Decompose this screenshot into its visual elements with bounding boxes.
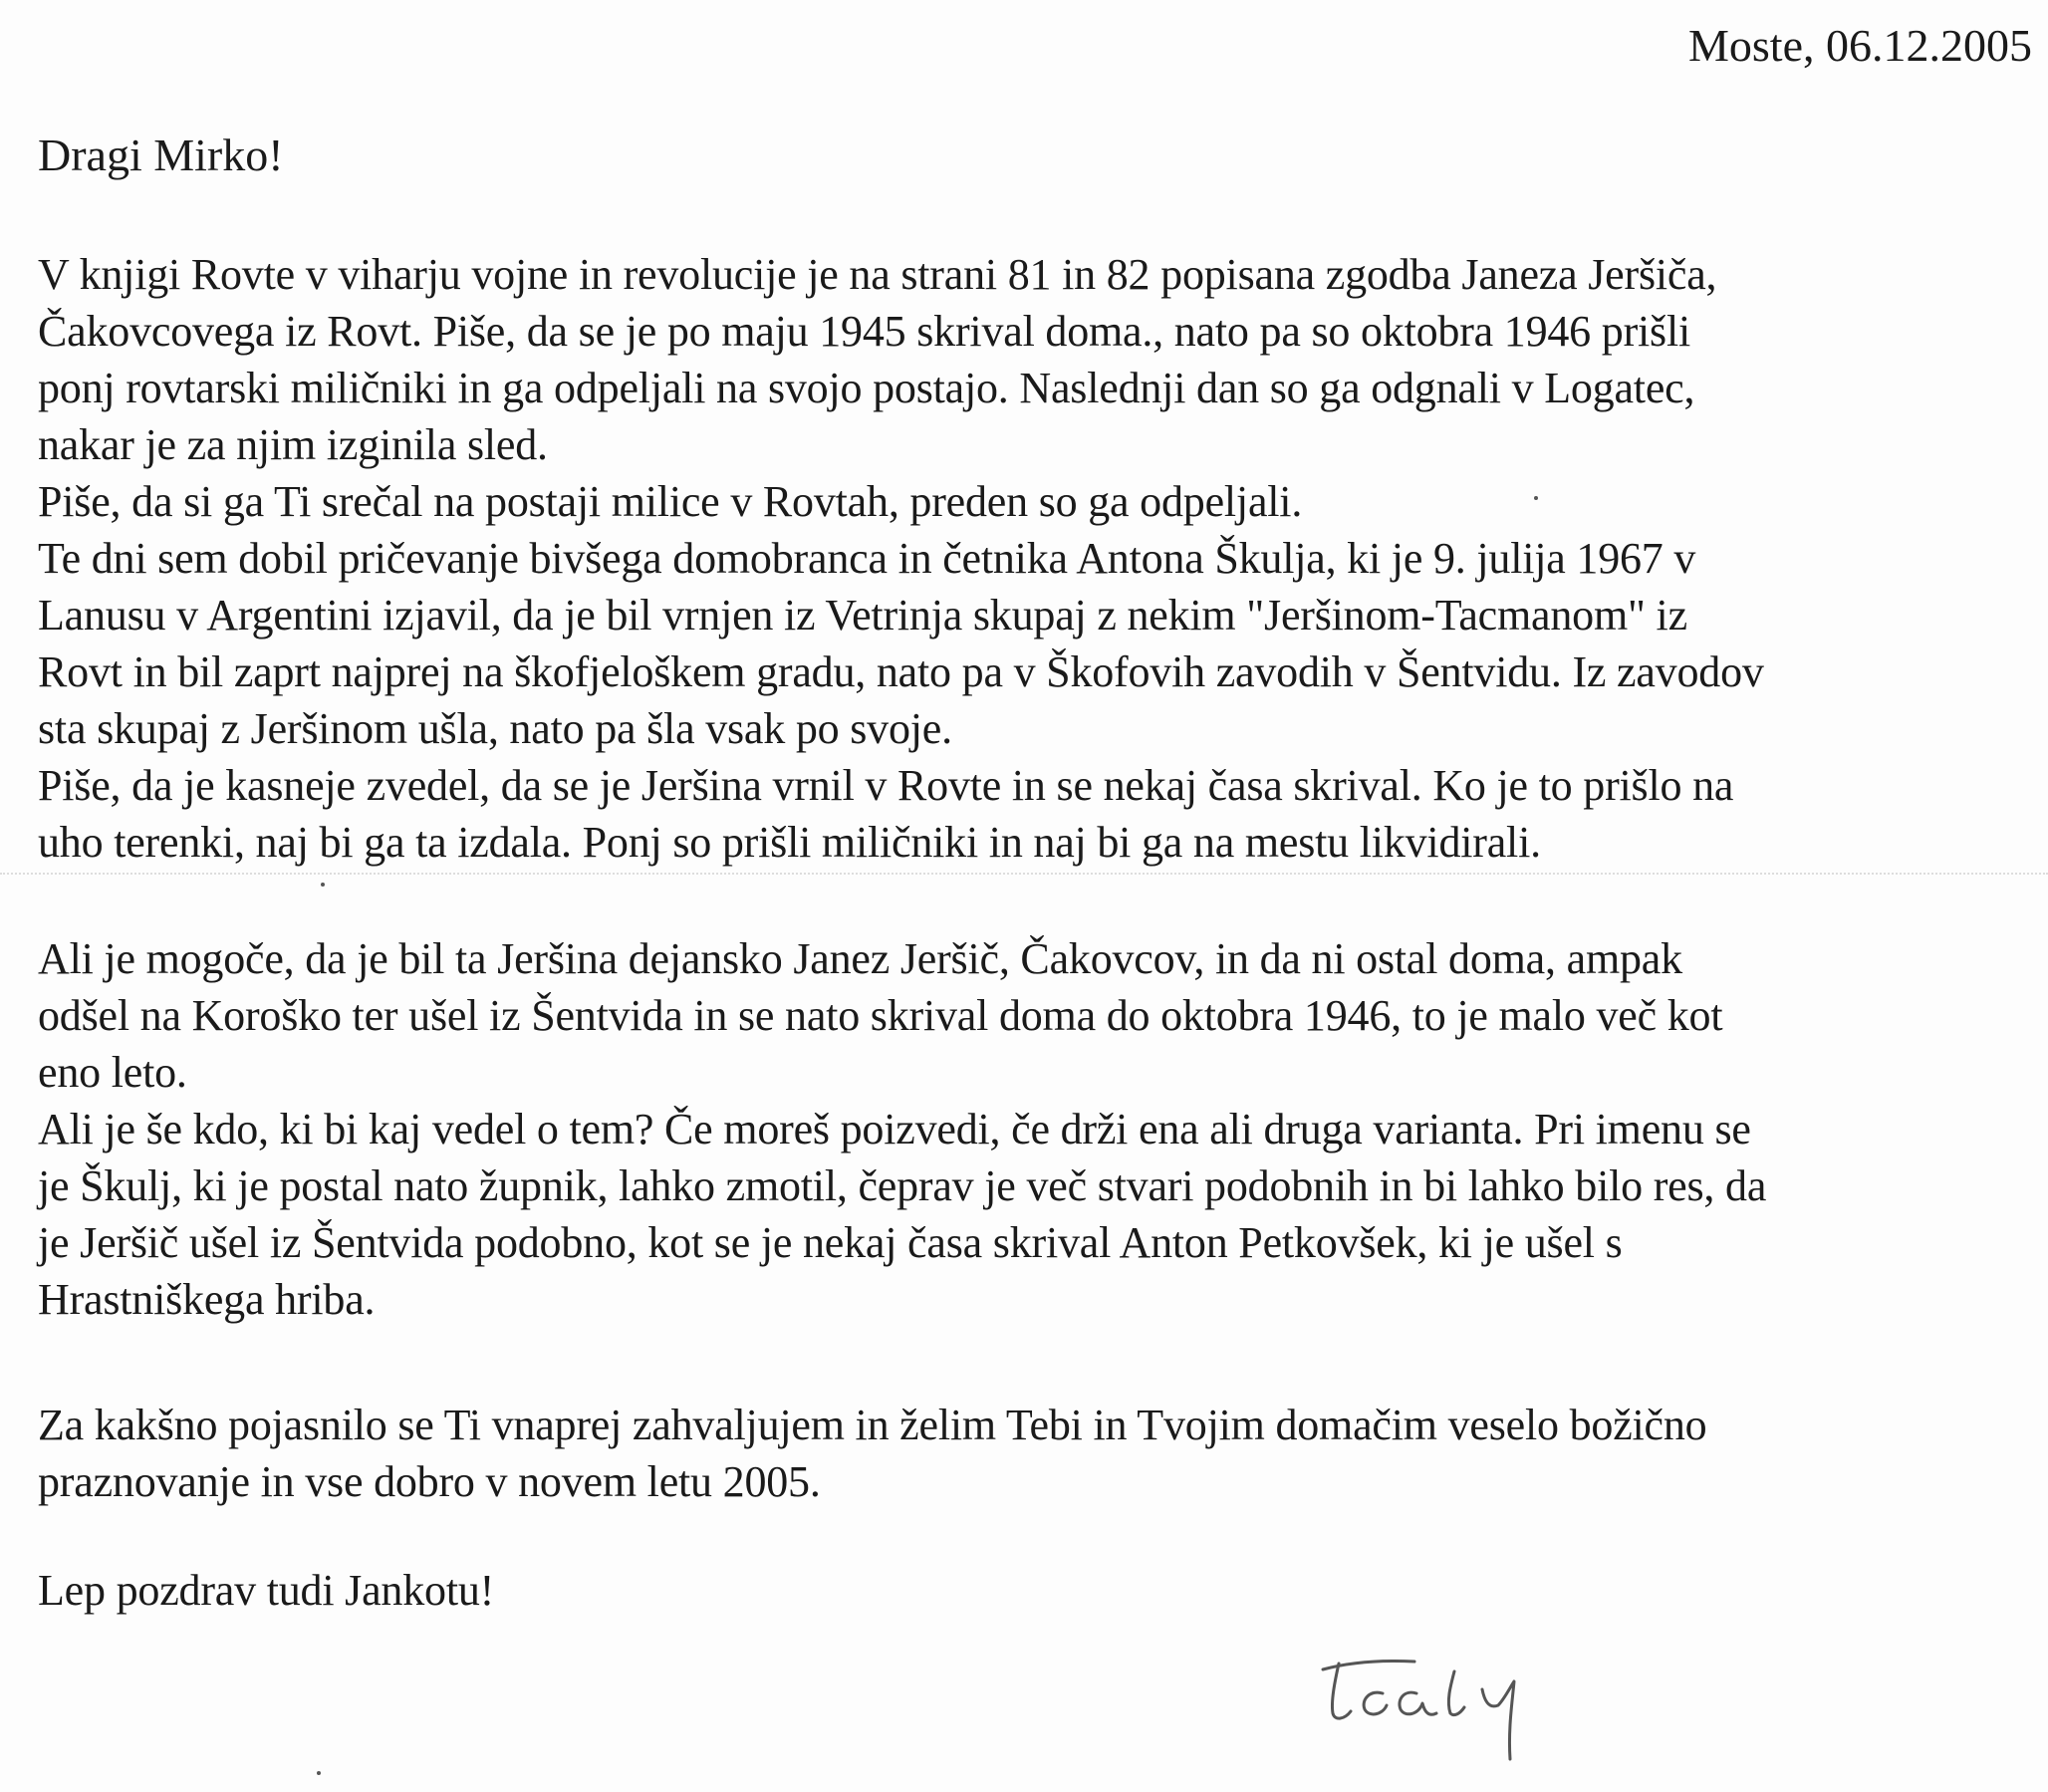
text-line: Rovt in bil zaprt najprej na škofjeloškem gradu, nato pa v Škofovih zavodih v Šentvidu. Iz zavodov bbox=[38, 647, 1764, 696]
text-line: Lanusu v Argentini izjavil, da je bil vrnjen iz Vetrinja skupaj z nekim "Jeršinom-Tacmanom" iz bbox=[38, 591, 1687, 640]
text-line: Piše, da si ga Ti srečal na postaji milice v Rovtah, preden so ga odpeljali. bbox=[38, 477, 1303, 526]
text-line: je Škulj, ki je postal nato župnik, lahko zmotil, čeprav je več stvari podobnih in bi lahko bilo res, da bbox=[38, 1161, 1767, 1210]
paper-fold-line bbox=[0, 873, 2048, 875]
text-line: Piše, da je kasneje zvedel, da se je Jeršina vrnil v Rovte in se nekaj časa skrival. Ko je to prišlo na bbox=[38, 761, 1734, 810]
handwritten-signature-icon bbox=[1305, 1642, 1564, 1771]
text-line: ponj rovtarski miličniki in ga odpeljali na svojo postajo. Naslednji dan so ga odgnali v Logatec, bbox=[38, 364, 1695, 412]
paper-speck bbox=[321, 883, 325, 887]
paragraph-1 bbox=[38, 246, 2030, 871]
paragraph-2 bbox=[38, 930, 2030, 1328]
text-line: Ali je še kdo, ki bi kaj vedel o tem? Če moreš poizvedi, če drži ena ali druga varianta. Pri imenu se bbox=[38, 1105, 1751, 1153]
text-line: nakar je za njim izginila sled. bbox=[38, 420, 548, 469]
paper-speck bbox=[317, 1771, 321, 1775]
text-line: je Jeršič ušel iz Šentvida podobno, kot se je nekaj časa skrival Anton Petkovšek, ki je ušel s bbox=[38, 1218, 1623, 1267]
closing bbox=[38, 1562, 2030, 1619]
text-line: sta skupaj z Jeršinom ušla, nato pa šla vsak po svoje. bbox=[38, 704, 952, 753]
text-line: uho terenki, naj bi ga ta izdala. Ponj so prišli miličniki in naj bi ga na mestu likvidirali. bbox=[38, 818, 1541, 867]
text-line: V knjigi Rovte v viharju vojne in revolucije je na strani 81 in 82 popisana zgodba Janeza Jeršiča, bbox=[38, 250, 1717, 299]
text-line: Čakovcovega iz Rovt. Piše, da se je po maju 1945 skrival doma., nato pa so oktobra 1946 prišli bbox=[38, 307, 1691, 356]
text-line: praznovanje in vse dobro v novem letu 2005. bbox=[38, 1457, 821, 1506]
text-line: Te dni sem dobil pričevanje bivšega domobranca in četnika Antona Škulja, ki je 9. julija 1967 v bbox=[38, 534, 1696, 583]
text-line: Za kakšno pojasnilo se Ti vnaprej zahvaljujem in želim Tebi in Tvojim domačim veselo božično bbox=[38, 1401, 1707, 1449]
text-line: Ali je mogoče, da je bil ta Jeršina dejansko Janez Jeršič, Čakovcov, in da ni ostal doma, ampak bbox=[38, 934, 1682, 983]
paragraph-3 bbox=[38, 1397, 2030, 1510]
text-line: Hrastniškega hriba. bbox=[38, 1275, 376, 1324]
letter-date: Moste, 06.12.2005 bbox=[1688, 20, 2032, 71]
closing-line: Lep pozdrav tudi Jankotu! bbox=[38, 1566, 495, 1615]
letter-salutation: Dragi Mirko! bbox=[38, 129, 284, 180]
text-line: eno leto. bbox=[38, 1048, 187, 1097]
text-line: odšel na Koroško ter ušel iz Šentvida in se nato skrival doma do oktobra 1946, to je malo več kot bbox=[38, 991, 1723, 1040]
paper-speck bbox=[1534, 496, 1538, 500]
